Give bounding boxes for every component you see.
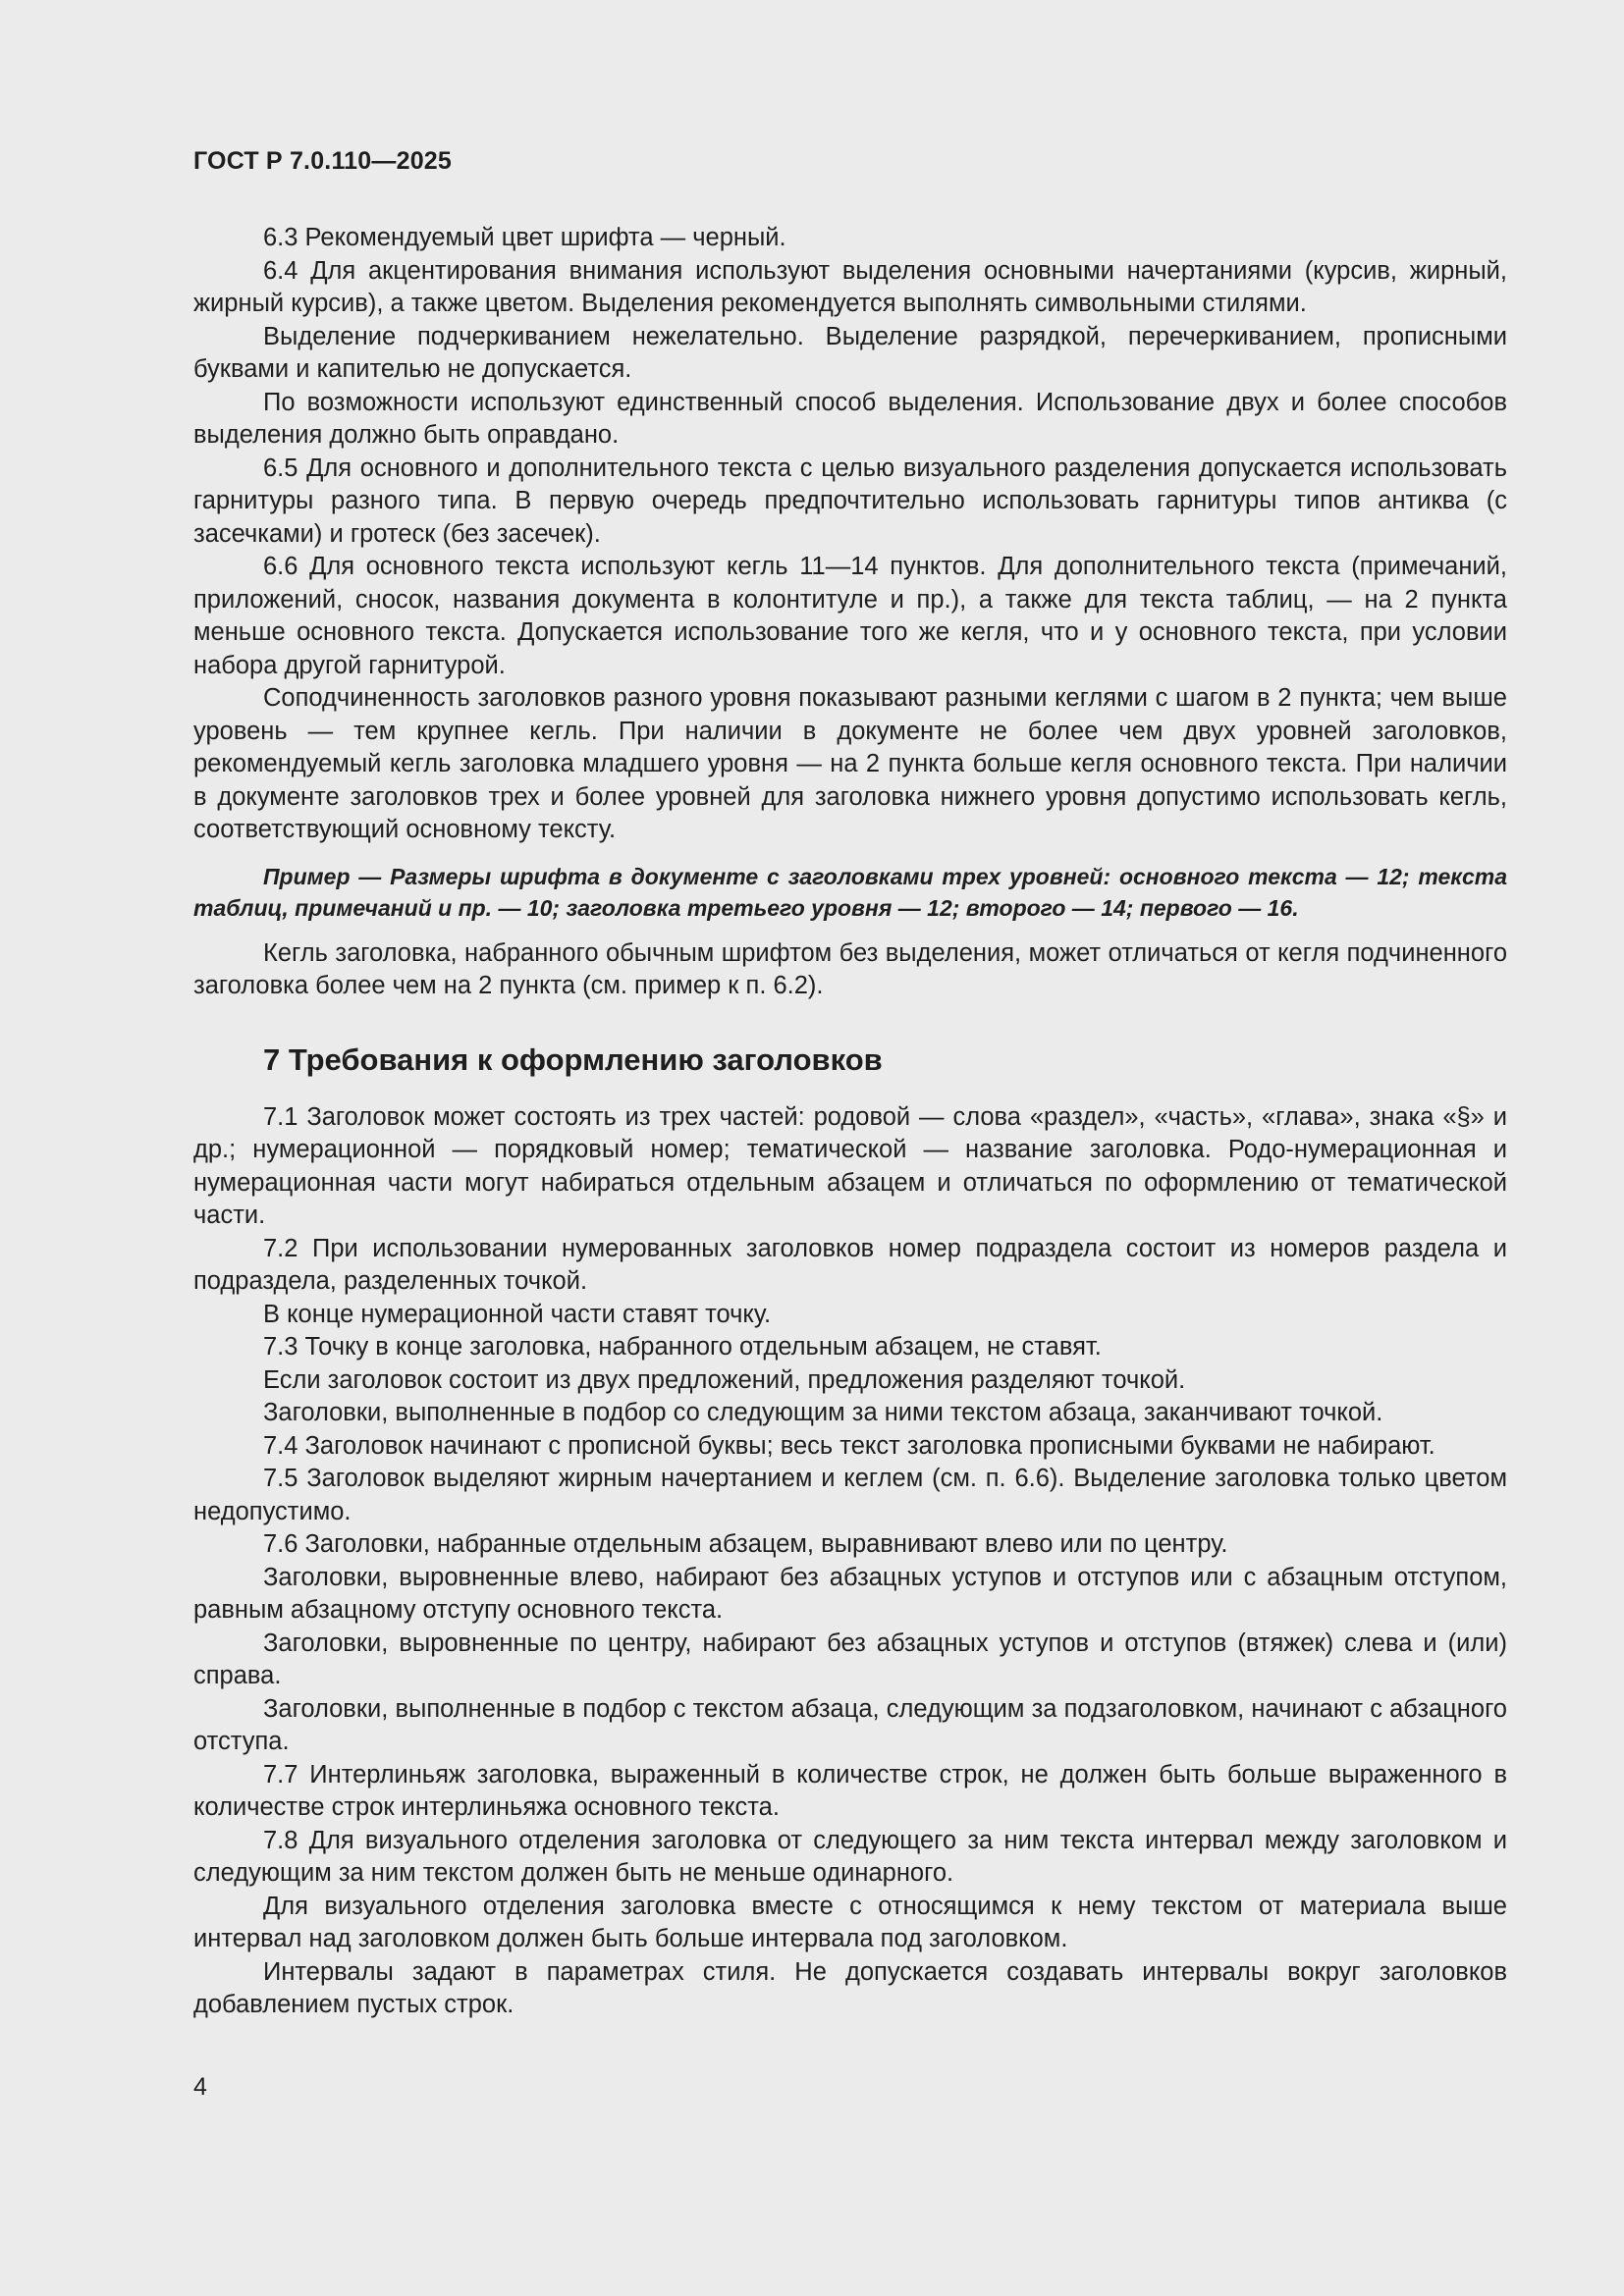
paragraph-two-sentences: Если заголовок состоит из двух предложений, предложения разделяют точкой. bbox=[263, 1365, 1186, 1394]
paragraph-centered: Заголовки, выровненные по центру, набирают без абзацных уступов и отступов (втяжек) слева и (или) справа. bbox=[193, 1629, 1507, 1689]
paragraph-single-method: По возможности используют единственный способ выделения. Использование двух и более способов выделения должно быть оправдано. bbox=[193, 388, 1507, 449]
paragraph-spacing-above: Для визуального отделения заголовка вместе с относящимся к нему текстом от материала выше интервал над заголовком должен быть больше интервала под заголовком. bbox=[193, 1892, 1507, 1952]
paragraph-style-intervals: Интервалы задают в параметрах стиля. Не допускается создавать интервалы вокруг заголовков добавлением пустых строк. bbox=[193, 1957, 1507, 2018]
paragraph-heading-size: Кегль заголовка, набранного обычным шрифтом без выделения, может отличаться от кегля подчиненного заголовка более чем на 2 пункта (см. пример к п. 6.2). bbox=[193, 938, 1507, 999]
paragraph-run-in-indent: Заголовки, выполненные в подбор с текстом абзаца, следующим за подзаголовком, начинают с абзацного отступа. bbox=[193, 1694, 1507, 1755]
paragraph-numbering-dot: В конце нумерационной части ставят точку. bbox=[263, 1300, 772, 1328]
paragraph-6-5: 6.5 Для основного и дополнительного текста с целью визуального разделения допускается использовать гарнитуры разного типа. В первую очередь предпочтительно использовать гарнитуры типов антиква (с засечками) и гротеск (без засечек). bbox=[193, 454, 1507, 548]
page-content bbox=[193, 222, 1507, 2022]
paragraph-6-3: 6.3 Рекомендуемый цвет шрифта — черный. bbox=[263, 224, 786, 251]
paragraph-7-2: 7.2 При использовании нумерованных заголовков номер подраздела состоит из номеров раздела и подраздела, разделенных точкой. bbox=[193, 1234, 1507, 1295]
page-number: 4 bbox=[193, 2073, 207, 2101]
paragraph-7-3: 7.3 Точку в конце заголовка, набранного отдельным абзацем, не ставят. bbox=[263, 1333, 1102, 1361]
section-7-heading: 7 Требования к оформлению заголовков bbox=[263, 1041, 883, 1077]
paragraph-7-8: 7.8 Для визуального отделения заголовка от следующего за ним текста интервал между заголовком и следующим за ним текстом должен быть не меньше одинарного. bbox=[193, 1826, 1507, 1887]
paragraph-7-7: 7.7 Интерлиньяж заголовка, выраженный в количестве строк, не должен быть больше выраженного в количестве строк интерлиньяжа основного текста. bbox=[193, 1760, 1507, 1821]
paragraph-7-6: 7.6 Заголовки, набранные отдельным абзацем, выравнивают влево или по центру. bbox=[263, 1530, 1228, 1558]
example-note: Пример — Размеры шрифта в документе с заголовками трех уровней: основного текста — 12; текста таблиц, примечаний и пр. — 10; заголовка третьего уровня — 12; второго — 14; первого — 16. bbox=[193, 863, 1507, 921]
paragraph-6-6: 6.6 Для основного текста используют кегль 11—14 пунктов. Для дополнительного текста (примечаний, приложений, сносок, названия документа в колонтитуле и пр.), а также для текста таблиц, — на 2 пункта меньше основного текста. Допускается использование того же кегля, что и у основного текста, при условии набора другой гарнитурой. bbox=[193, 553, 1507, 679]
paragraph-7-4: 7.4 Заголовок начинают с прописной буквы; весь текст заголовка прописными буквами не набирают. bbox=[263, 1431, 1435, 1460]
paragraph-subordination: Соподчиненность заголовков разного уровня показывают разными кеглями с шагом в 2 пункта; чем выше уровень — тем крупнее кегль. При наличии в документе не более чем двух уровней заголовков, рекомендуемый кегль заголовка младшего уровня — на 2 пункта больше кегля основного текста. При наличии в документе заголовков трех и более уровней для заголовка нижнего уровня допустимо использовать кегль, соответствующий основному тексту. bbox=[193, 684, 1507, 843]
paragraph-underline: Выделение подчеркиванием нежелательно. Выделение разрядкой, перечеркиванием, прописными буквами и капителью не допускается. bbox=[193, 322, 1507, 383]
paragraph-7-1: 7.1 Заголовок может состоять из трех частей: родовой — слова «раздел», «часть», «глава», знака «§» и др.; нумерационной — порядковый номер; тематической — название заголовка. Родо-нумерационная и нумерационная части могут набираться отдельным абзацем и отличаться по оформлению от тематической части. bbox=[193, 1102, 1507, 1229]
paragraph-left-aligned: Заголовки, выровненные влево, набирают без абзацных уступов и отступов или с абзацным отступом, равным абзацному отступу основного текста. bbox=[193, 1563, 1507, 1624]
paragraph-run-in-headings: Заголовки, выполненные в подбор со следующим за ними текстом абзаца, заканчивают точкой. bbox=[263, 1399, 1383, 1426]
standard-header: ГОСТ Р 7.0.110—2025 bbox=[193, 147, 453, 175]
paragraph-6-4: 6.4 Для акцентирования внимания используют выделения основными начертаниями (курсив, жирный, жирный курсив), а также цветом. Выделения рекомендуется выполнять символьными стилями. bbox=[193, 256, 1507, 317]
paragraph-7-5: 7.5 Заголовок выделяют жирным начертанием и кеглем (см. п. 6.6). Выделение заголовка только цветом недопустимо. bbox=[193, 1465, 1507, 1525]
